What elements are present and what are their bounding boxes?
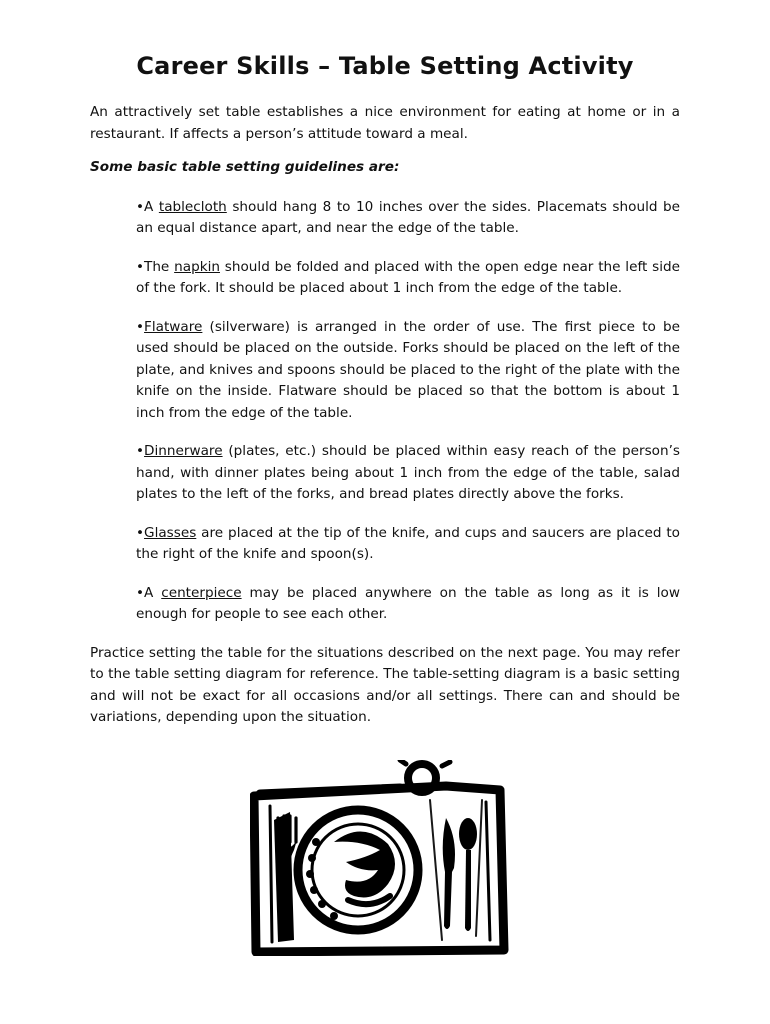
place-setting-illustration [250, 760, 510, 956]
bullet-text: may be placed anywhere on the table as long as it is low enough for people to see each other. [136, 584, 680, 622]
bullet-text: should hang 8 to 10 inches over the sides. Placemats should be an equal distance apart, and near the edge of the table. [136, 198, 680, 236]
guideline-tablecloth [136, 197, 680, 240]
guideline-flatware [136, 317, 680, 425]
term-flatware: Flatware [144, 318, 203, 335]
bullet-text: (silverware) is arranged in the order of use. The first piece to be used should be placed on the outside. Forks should be placed on the left of the plate, and knives and spoons should be placed to the right of the plate with the knife on the inside. Flatware should be placed so that the bottom is about 1 inch from the edge of the table. [136, 318, 680, 421]
document-page [90, 48, 680, 741]
spoon-icon [459, 818, 477, 931]
bullet-text: (plates, etc.) should be placed within easy reach of the person’s hand, with dinner plates being about 1 inch from the edge of the table, salad plates to the left of the forks, and bread plates directly above the forks. [136, 443, 680, 502]
bullet-prefix: • [136, 318, 145, 335]
guideline-glasses [136, 523, 680, 566]
guidelines-heading: Some basic table setting guidelines are: [90, 159, 400, 175]
term-glasses: Glasses [144, 524, 197, 541]
term-tablecloth: tablecloth [158, 198, 227, 215]
bullet-prefix: •The [136, 258, 175, 275]
page-title: Career Skills – Table Setting Activity [136, 52, 634, 80]
bullet-text: are placed at the tip of the knife, and cups and saucers are placed to the right of the knife and spoon(s). [136, 524, 680, 562]
guideline-dinnerware [136, 441, 680, 506]
bullet-prefix: • [136, 443, 145, 459]
dinner-plate-icon [298, 810, 418, 930]
bullet-prefix: •A [136, 584, 162, 601]
guideline-centerpiece [136, 583, 680, 626]
term-centerpiece: centerpiece [161, 584, 242, 601]
term-napkin: napkin [174, 258, 220, 275]
knife-icon [443, 818, 455, 929]
bullet-prefix: • [136, 524, 145, 541]
guidelines-list [90, 197, 680, 626]
closing-paragraph: Practice setting the table for the situations described on the next page. You may refer to the table setting diagram for reference. The table-setting diagram is a basic setting and will not be exact for all occasions and/or all settings. There can and should be variations, depending upon the situation. [90, 644, 680, 725]
brush-stroke [430, 800, 482, 940]
term-dinnerware: Dinnerware [144, 443, 223, 459]
intro-paragraph: An attractively set table establishes a nice environment for eating at home or in a restaurant. If affects a person’s attitude toward a meal. [90, 104, 680, 142]
guideline-napkin [136, 257, 680, 300]
bullet-text: should be folded and placed with the open edge near the left side of the fork. It should be placed about 1 inch from the edge of the table. [136, 258, 680, 296]
bullet-prefix: •A [136, 198, 159, 215]
